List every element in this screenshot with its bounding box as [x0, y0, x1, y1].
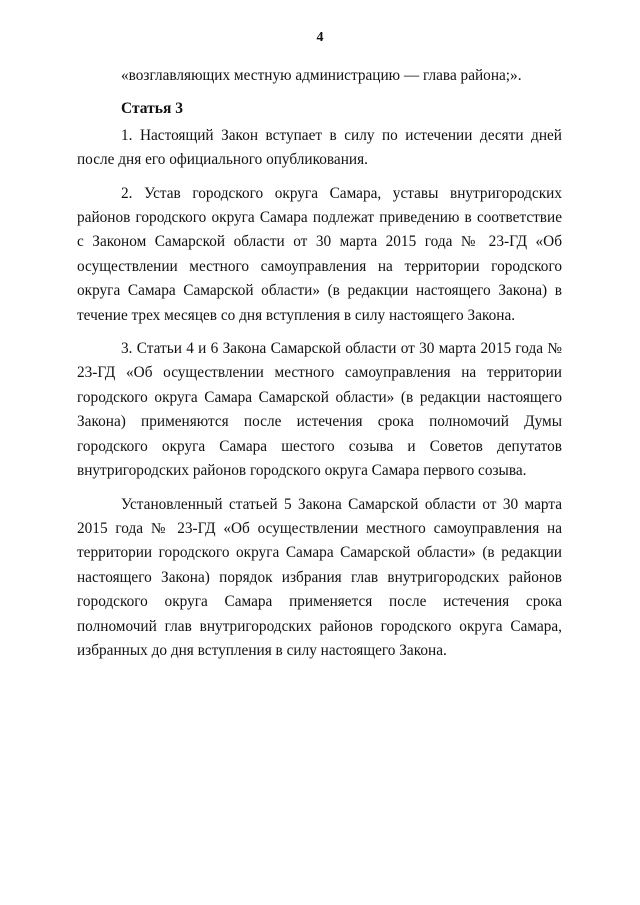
document-body	[77, 64, 562, 663]
paragraph-1: 1. Настоящий Закон вступает в силу по истечении десяти дней после дня его официального опубликования.	[77, 126, 562, 169]
paragraph-2: 2. Устав городского округа Самара, уставы внутригородских районов городского округа Самара подлежат приведению в соответствие с Законом Самарской области от 30 марта 2015 года № 23-ГД «Об осуществлении местного самоуправления на территории городского округа Самара Самарской области» (в редакции настоящего Закона) в течение трех месяцев со дня вступления в силу настоящего Закона.	[77, 184, 562, 324]
paragraph-4: Установленный статьей 5 Закона Самарской области от 30 марта 2015 года № 23-ГД «Об осуществлении местного самоуправления на территории городского округа Самара Самарской области» (в редакции настоящего Закона) порядок избрания глав внутригородских районов городского округа Самара применяется после истечения срока полномочий глав внутригородских районов городского округа Самара, избранных до дня вступления в силу настоящего Закона.	[77, 495, 562, 659]
paragraph-3: 3. Статьи 4 и 6 Закона Самарской области от 30 марта 2015 года № 23-ГД «Об осуществлении местного самоуправления на территории городского округа Самара Самарской области» (в редакции настоящего Закона) применяются после истечения срока полномочий Думы городского округа Самара шестого созыва и Советов депутатов внутригородских районов городского округа Самара первого созыва.	[77, 340, 562, 480]
article-heading: Статья 3	[121, 100, 183, 118]
opening-quote-line: «возглавляющих местную администрацию — глава района;».	[121, 67, 522, 84]
page-number: 4	[316, 30, 324, 45]
